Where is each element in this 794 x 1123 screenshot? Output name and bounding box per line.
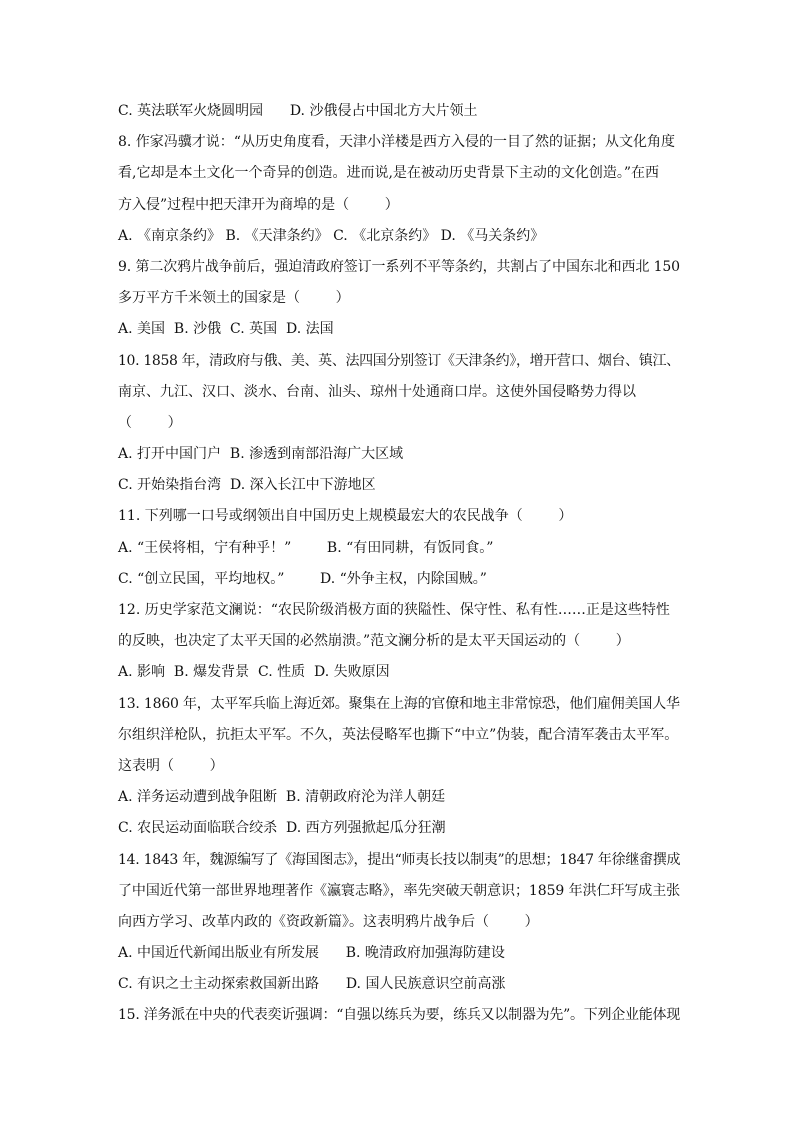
question-13-options-ab: A. 洋务运动遭到战争阻断 B. 清朝政府沦为洋人朝廷: [118, 789, 446, 806]
question-12-options: A. 影响 B. 爆发背景 C. 性质 D. 失败原因: [118, 664, 390, 681]
question-13-line-1: 13. 1860 年，太平军兵临上海近郊。聚集在上海的官僚和地主非常惊恐，他们雇佣美国人华: [118, 695, 680, 712]
question-11-options-ab: A. “王侯将相，宁有种乎！” B. “有田同耕，有饭同食。”: [118, 539, 494, 556]
question-8-options: A. 《南京条约》 B. 《天津条约》 C. 《北京条约》 D. 《马关条约》: [118, 227, 545, 244]
question-12-line-2: 的反映，也决定了太平天国的必然崩溃。”范文澜分析的是太平天国运动的（ ）: [118, 633, 630, 650]
question-10-options-ab: A. 打开中国门户 B. 渗透到南部沿海广大区域: [118, 446, 404, 463]
question-13-options-cd: C. 农民运动面临联合绞杀 D. 西方列强掀起瓜分狂潮: [118, 820, 446, 837]
option-line-q7-cd: C. 英法联军火烧圆明园 D. 沙俄侵占中国北方大片领土: [118, 103, 478, 119]
question-14-line-1: 14. 1843 年，魏源编写了《海国图志》，提出“师夷长技以制夷”的思想；1847 年徐继畬撰成: [118, 851, 681, 868]
question-14-options-cd: C. 有识之士主动探索救国新出路 D. 国人民族意识空前高涨: [118, 976, 506, 993]
question-10-line-2: 南京、九江、汉口、淡水、台南、汕头、琼州十处通商口岸。这使外国侵略势力得以: [118, 383, 636, 400]
question-8-line-2: 看,它却是本土文化一个奇异的创造。进而说,是在被动历史背景下主动的文化创造。”在西: [118, 165, 660, 182]
question-9-line-2: 多万平方千米领土的国家是（ ）: [118, 290, 350, 307]
question-10-line-3: （ ）: [118, 414, 182, 431]
question-8-line-1: 8. 作家冯骥才说：“从历史角度看，天津小洋楼是西方入侵的一目了然的证据；从文化角度: [118, 134, 675, 151]
question-14-options-ab: A. 中国近代新闻出版业有所发展 B. 晚清政府加强海防建设: [118, 945, 505, 962]
question-12-line-1: 12. 历史学家范文澜说：“农民阶级消极方面的狭隘性、保守性、私有性……正是这些特性: [118, 602, 670, 618]
question-14-line-3: 向西方学习、改革内政的《资政新篇》。这表明鸦片战争后（ ）: [118, 913, 539, 930]
document-page: [118, 96, 680, 1032]
question-15-line-1: 15. 洋务派在中央的代表奕䜣强调：“自强以练兵为要，练兵又以制器为先”。下列企业能体现: [118, 1007, 681, 1024]
question-9-options: A. 美国 B. 沙俄 C. 英国 D. 法国: [118, 321, 334, 338]
question-11-line-1: 11. 下列哪一口号或纲领出自中国历史上规模最宏大的农民战争（ ）: [118, 508, 573, 525]
question-14-line-2: 了中国近代第一部世界地理著作《瀛寰志略》，率先突破天朝意识；1859 年洪仁玕写成主张: [118, 882, 681, 899]
question-10-line-1: 10. 1858 年，清政府与俄、美、英、法四国分别签订《天津条约》，增开营口、烟台、镇江、: [118, 352, 680, 369]
question-13-line-3: 这表明（ ）: [118, 757, 224, 774]
question-8-line-3: 方入侵”过程中把天津开为商埠的是（ ）: [118, 196, 399, 213]
question-10-options-cd: C. 开始染指台湾 D. 深入长江中下游地区: [118, 477, 376, 494]
question-13-line-2: 尔组织洋枪队，抗拒太平军。不久，英法侵略军也撕下“中立”伪装，配合清军袭击太平军。: [118, 726, 679, 743]
question-11-options-cd: C. “创立民国，平均地权。” D. “外争主权，内除国贼。”: [118, 570, 487, 587]
question-9-line-1: 9. 第二次鸦片战争前后，强迫清政府签订一系列不平等条约，共割占了中国东北和西北 150: [118, 258, 680, 275]
